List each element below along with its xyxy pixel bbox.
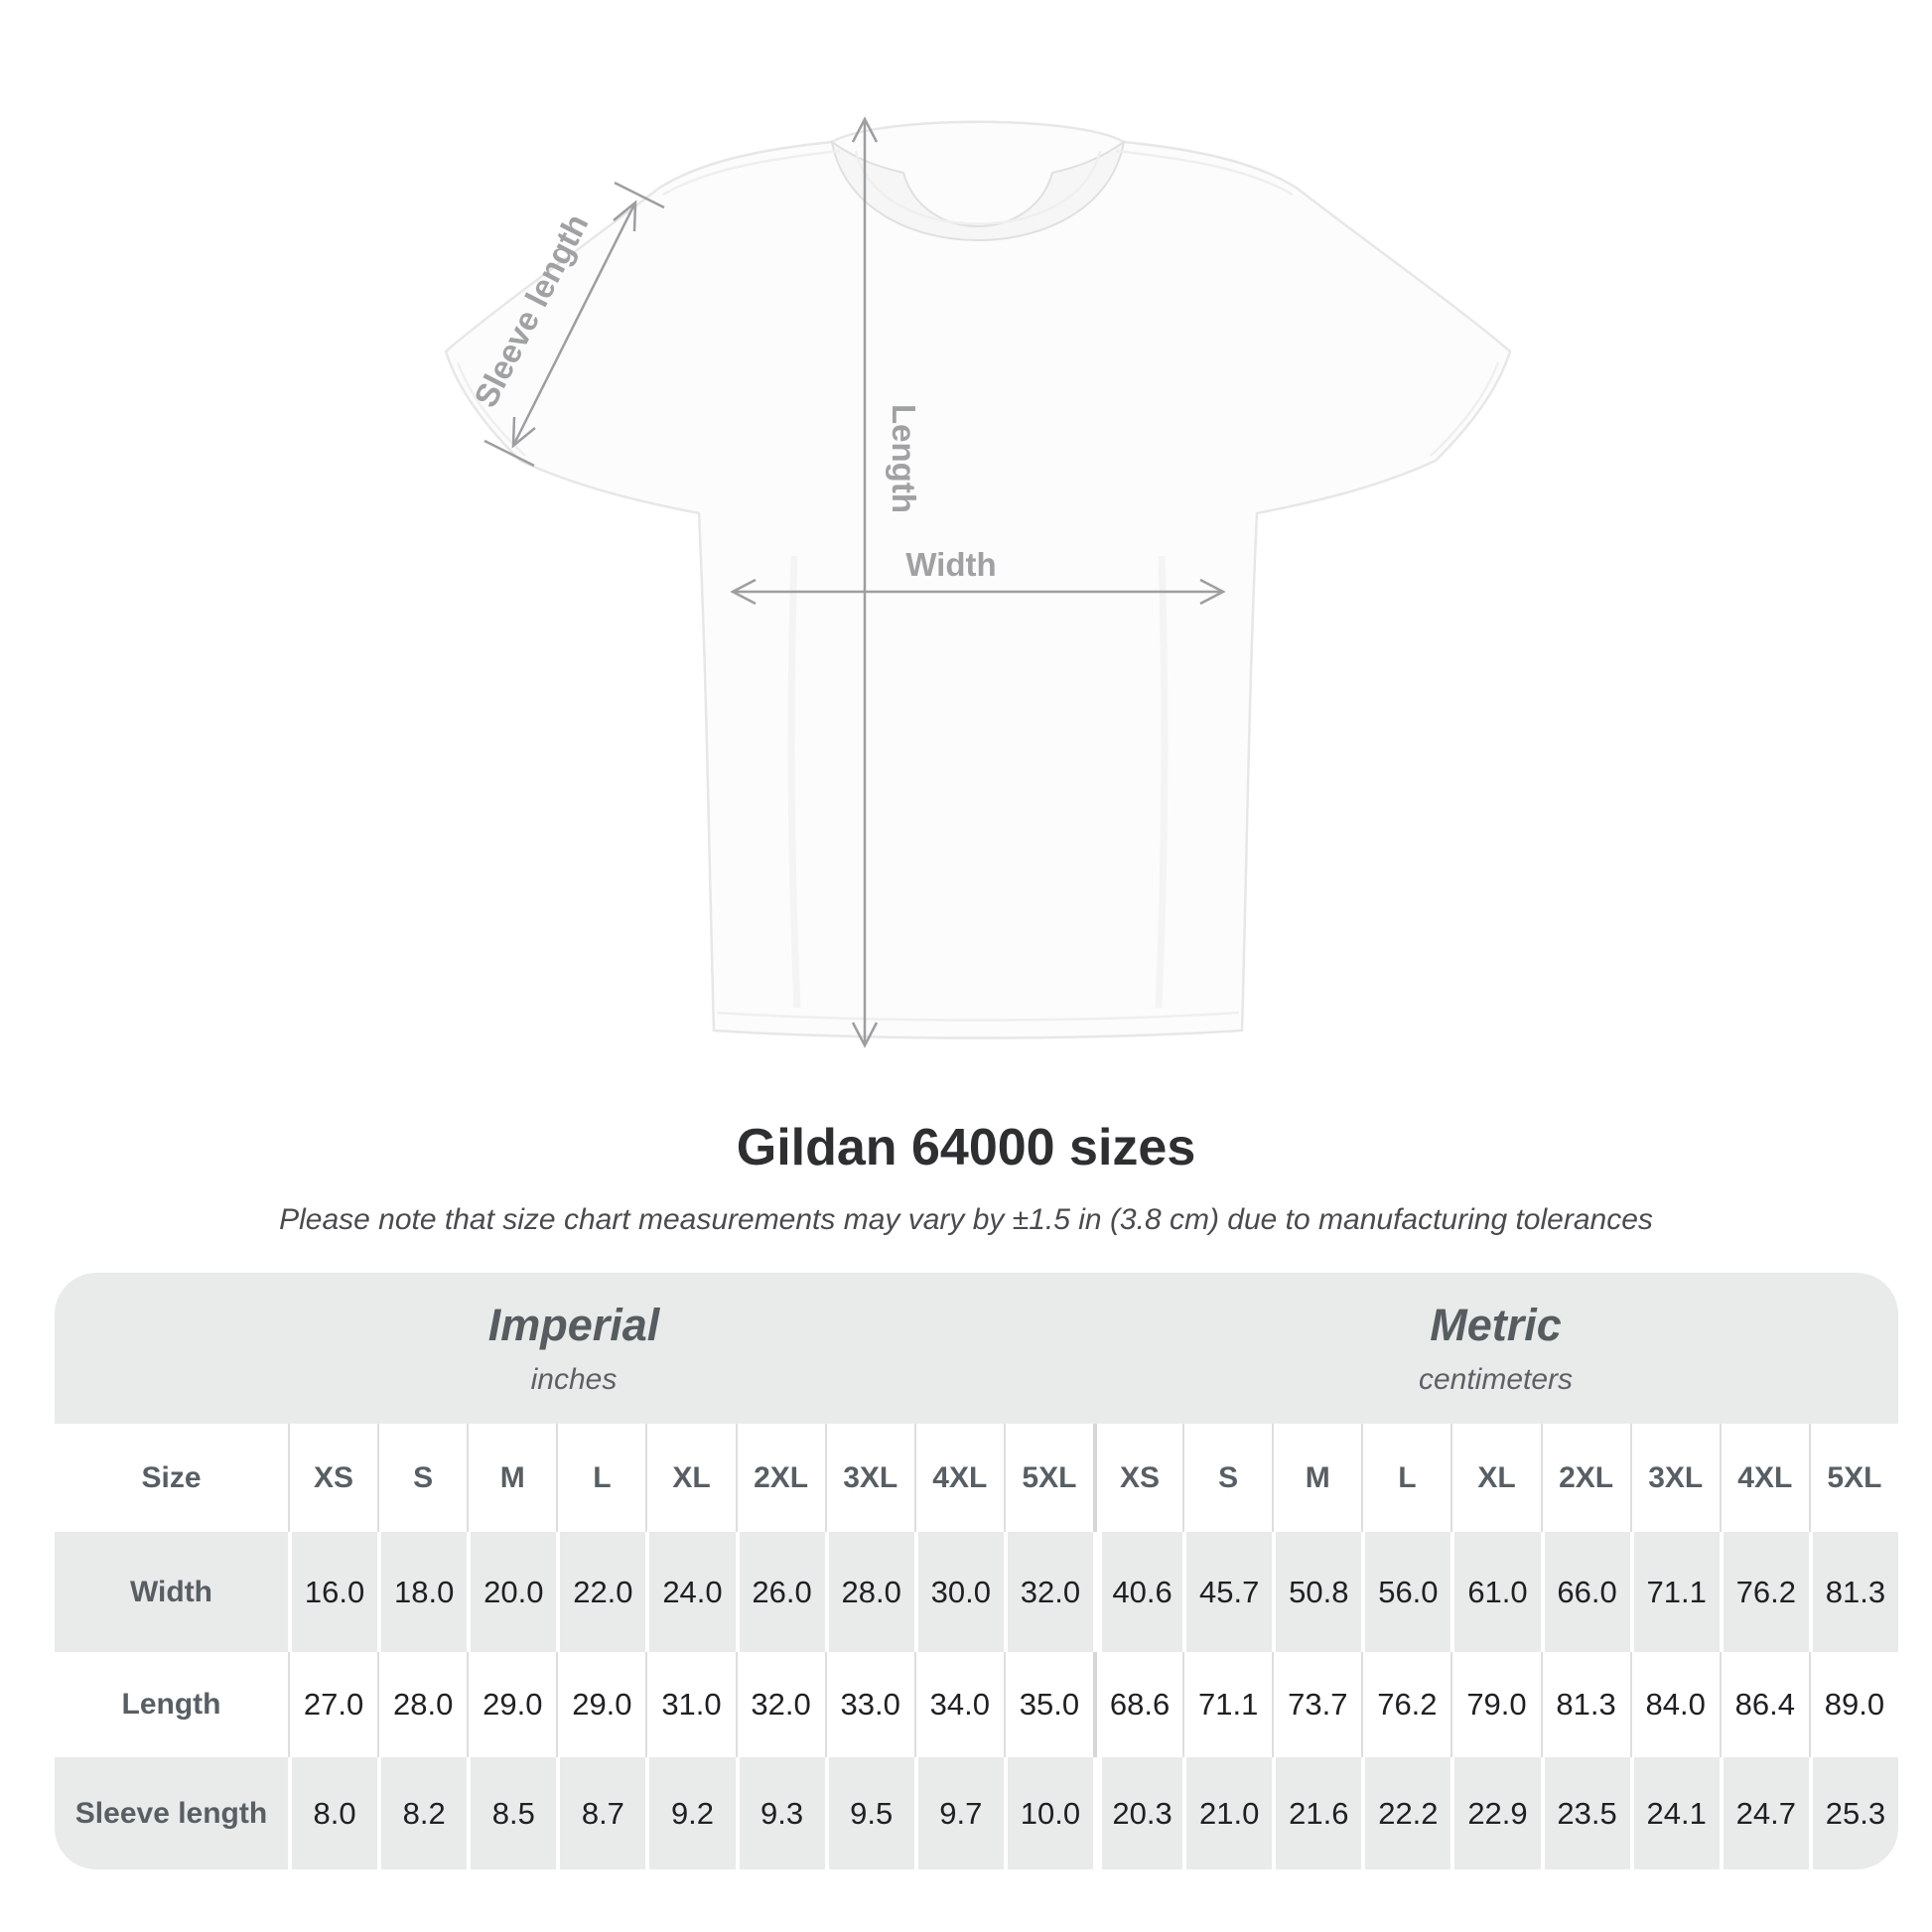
cell-sleeve-length-metric-2xl: 23.5: [1541, 1757, 1630, 1869]
cell-length-metric-xl: 79.0: [1450, 1652, 1540, 1757]
size-row-label: Size: [141, 1460, 202, 1494]
cell-sleeve-length-imperial-m: 8.5: [467, 1757, 556, 1869]
cell-length-metric-m: 73.7: [1272, 1652, 1361, 1757]
cell-width-imperial-3xl: 28.0: [825, 1532, 914, 1652]
size-header-imperial-3xl: 3XL: [825, 1424, 914, 1532]
metric-header-name: Metric: [1430, 1300, 1562, 1350]
cell-length-imperial-xs: 27.0: [288, 1652, 377, 1757]
size-header-metric-2xl: 2XL: [1541, 1424, 1630, 1532]
size-header-imperial-4xl: 4XL: [914, 1424, 1004, 1532]
cell-sleeve-length-imperial-s: 8.2: [377, 1757, 467, 1869]
size-header-imperial-l: L: [556, 1424, 645, 1532]
cell-length-imperial-4xl: 34.0: [914, 1652, 1004, 1757]
cell-length-metric-4xl: 86.4: [1720, 1652, 1809, 1757]
size-header-metric-xs: XS: [1093, 1424, 1182, 1532]
width-dim-label: Width: [905, 546, 997, 583]
cell-length-metric-l: 76.2: [1361, 1652, 1450, 1757]
size-header-metric-s: S: [1182, 1424, 1272, 1532]
cell-sleeve-length-metric-m: 21.6: [1272, 1757, 1361, 1869]
cell-sleeve-length-metric-5xl: 25.3: [1809, 1757, 1898, 1869]
size-header-metric-5xl: 5XL: [1809, 1424, 1898, 1532]
size-header-imperial-5xl: 5XL: [1004, 1424, 1093, 1532]
cell-sleeve-length-metric-3xl: 24.1: [1630, 1757, 1720, 1869]
imperial-header: [55, 1273, 1093, 1424]
cell-length-imperial-xl: 31.0: [645, 1652, 735, 1757]
cell-width-metric-4xl: 76.2: [1720, 1532, 1809, 1652]
row-label-length: Length: [121, 1688, 221, 1721]
cell-sleeve-length-imperial-xs: 8.0: [288, 1757, 377, 1869]
cell-sleeve-length-metric-s: 21.0: [1182, 1757, 1272, 1869]
cell-width-imperial-m: 20.0: [467, 1532, 556, 1652]
size-header-metric-4xl: 4XL: [1720, 1424, 1809, 1532]
cell-length-metric-2xl: 81.3: [1541, 1652, 1630, 1757]
measurement-row-length: [55, 1652, 1898, 1757]
cell-width-metric-3xl: 71.1: [1630, 1532, 1720, 1652]
size-table-rows: [55, 1424, 1898, 1869]
cell-width-imperial-xs: 16.0: [288, 1532, 377, 1652]
cell-width-imperial-xl: 24.0: [645, 1532, 735, 1652]
cell-sleeve-length-imperial-3xl: 9.5: [825, 1757, 914, 1869]
cell-width-metric-m: 50.8: [1272, 1532, 1361, 1652]
size-header-imperial-xl: XL: [645, 1424, 735, 1532]
cell-length-imperial-s: 28.0: [377, 1652, 467, 1757]
cell-width-metric-2xl: 66.0: [1541, 1532, 1630, 1652]
size-header-metric-m: M: [1272, 1424, 1361, 1532]
cell-sleeve-length-metric-xl: 22.9: [1450, 1757, 1540, 1869]
row-label-width: Width: [129, 1575, 213, 1608]
cell-width-metric-l: 56.0: [1361, 1532, 1450, 1652]
cell-width-metric-s: 45.7: [1182, 1532, 1272, 1652]
cell-length-imperial-2xl: 32.0: [736, 1652, 825, 1757]
cell-width-imperial-l: 22.0: [556, 1532, 645, 1652]
measurement-row-width: [55, 1532, 1898, 1652]
size-header-row: [55, 1424, 1898, 1532]
cell-length-metric-3xl: 84.0: [1630, 1652, 1720, 1757]
measurement-row-sleeve-length: [55, 1757, 1898, 1869]
cell-sleeve-length-metric-4xl: 24.7: [1720, 1757, 1809, 1869]
cell-sleeve-length-imperial-4xl: 9.7: [914, 1757, 1004, 1869]
cell-width-imperial-2xl: 26.0: [736, 1532, 825, 1652]
size-header-metric-xl: XL: [1450, 1424, 1540, 1532]
size-header-imperial-xs: XS: [288, 1424, 377, 1532]
metric-header-unit: centimeters: [1418, 1363, 1574, 1396]
cell-length-metric-5xl: 89.0: [1809, 1652, 1898, 1757]
size-table: [55, 1273, 1898, 1869]
cell-width-metric-xs: 40.6: [1093, 1532, 1182, 1652]
cell-length-metric-s: 71.1: [1182, 1652, 1272, 1757]
row-label-sleeve-length: Sleeve length: [74, 1796, 268, 1830]
cell-width-imperial-5xl: 32.0: [1004, 1532, 1093, 1652]
sleeve-length-dim-label: Sleeve length: [466, 207, 596, 413]
cell-width-imperial-s: 18.0: [377, 1532, 467, 1652]
metric-header: [1093, 1273, 1898, 1424]
length-dim-label: Length: [886, 404, 922, 513]
cell-length-imperial-m: 29.0: [467, 1652, 556, 1757]
unit-header-band: [55, 1273, 1898, 1424]
cell-length-imperial-l: 29.0: [556, 1652, 645, 1757]
cell-length-imperial-5xl: 35.0: [1004, 1652, 1093, 1757]
cell-sleeve-length-metric-l: 22.2: [1361, 1757, 1450, 1869]
cell-sleeve-length-imperial-2xl: 9.3: [736, 1757, 825, 1869]
imperial-header-unit: inches: [530, 1363, 618, 1396]
size-header-imperial-m: M: [467, 1424, 556, 1532]
cell-width-metric-5xl: 81.3: [1809, 1532, 1898, 1652]
size-header-imperial-s: S: [377, 1424, 467, 1532]
cell-length-imperial-3xl: 33.0: [825, 1652, 914, 1757]
page-title: Gildan 64000 sizes: [736, 1119, 1196, 1176]
cell-sleeve-length-imperial-l: 8.7: [556, 1757, 645, 1869]
size-header-metric-3xl: 3XL: [1630, 1424, 1720, 1532]
cell-sleeve-length-imperial-xl: 9.2: [645, 1757, 735, 1869]
tolerance-note: Please note that size chart measurements may vary by ±1.5 in (3.8 cm) due to manufacturing tolerances: [279, 1203, 1653, 1236]
cell-length-metric-xs: 68.6: [1093, 1652, 1182, 1757]
cell-width-metric-xl: 61.0: [1450, 1532, 1540, 1652]
cell-width-imperial-4xl: 30.0: [914, 1532, 1004, 1652]
imperial-header-name: Imperial: [487, 1300, 660, 1350]
size-header-imperial-2xl: 2XL: [736, 1424, 825, 1532]
cell-sleeve-length-metric-xs: 20.3: [1093, 1757, 1182, 1869]
cell-sleeve-length-imperial-5xl: 10.0: [1004, 1757, 1093, 1869]
size-header-metric-l: L: [1361, 1424, 1450, 1532]
